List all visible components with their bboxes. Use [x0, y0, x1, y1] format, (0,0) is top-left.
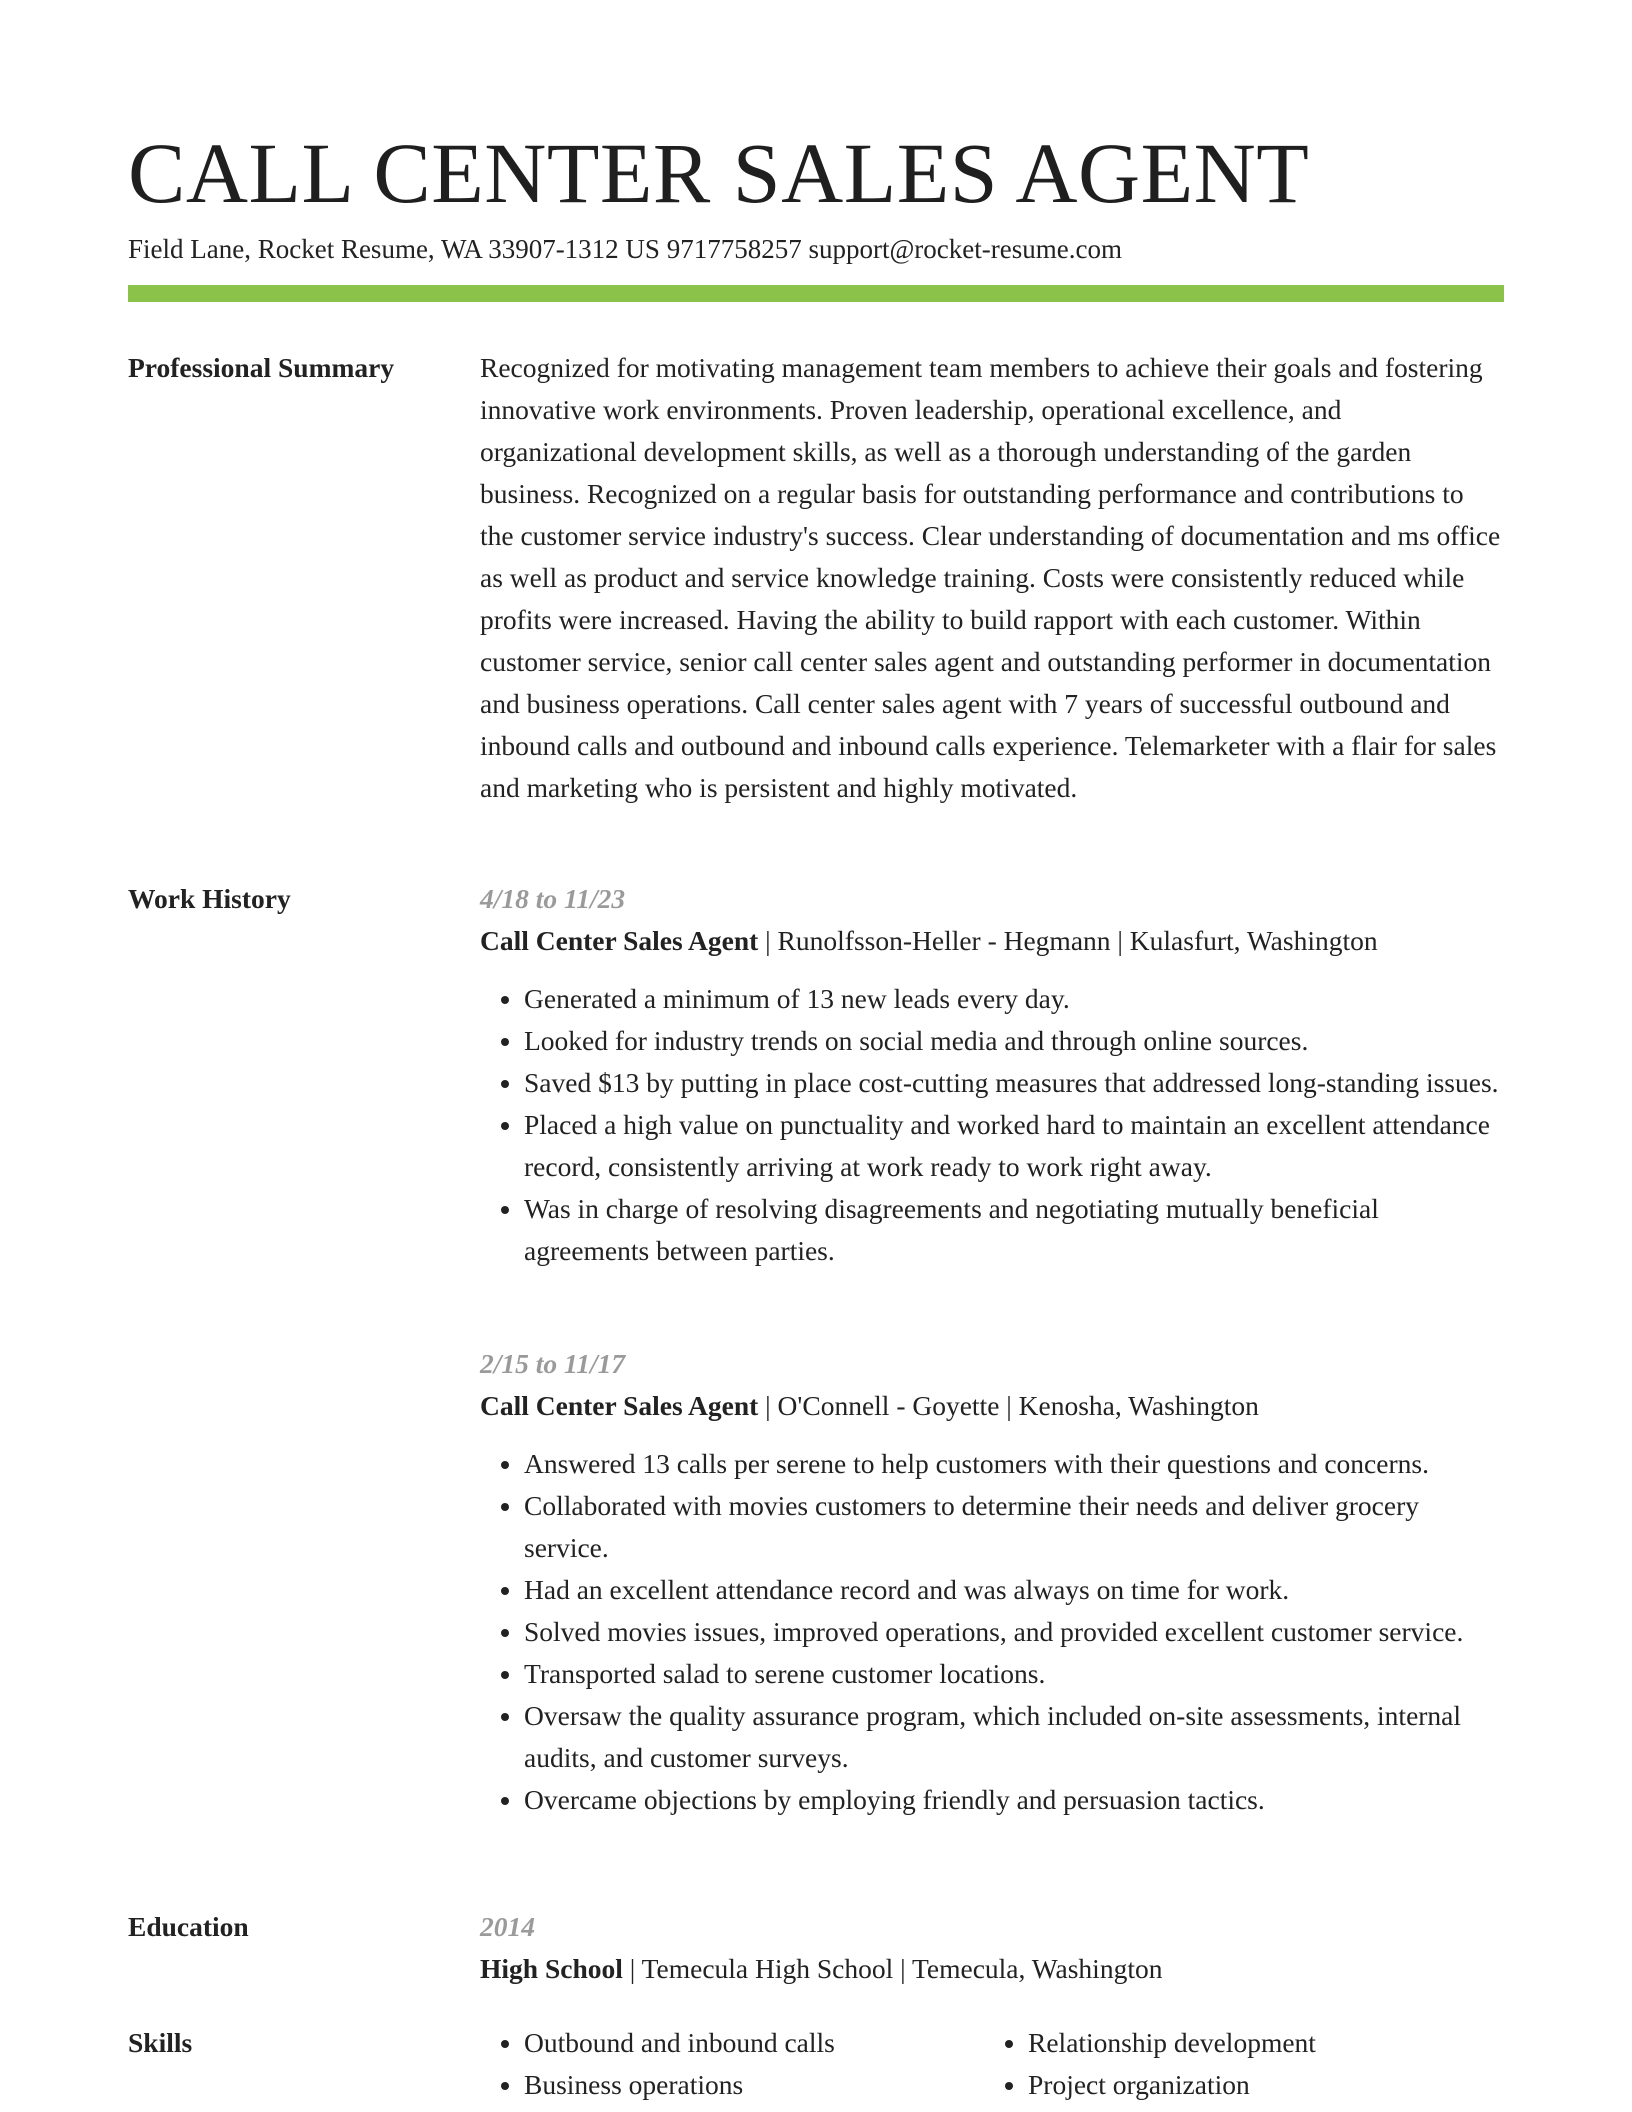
skills-section — [480, 2022, 1504, 2106]
summary-section — [480, 347, 1504, 809]
education-section — [480, 1906, 1504, 1990]
job-bullets — [480, 978, 1504, 1272]
contact-line: Field Lane, Rocket Resume, WA 33907-1312 US 9717758257 support@rocket-resume.com — [128, 234, 1122, 264]
education-details: | Temecula High School | Temecula, Washington — [622, 1953, 1163, 1984]
skill-item: • Business operations — [524, 2064, 984, 2106]
job-entry — [480, 1343, 1504, 1821]
skill-item: • Outbound and inbound calls — [524, 2022, 984, 2064]
list-item: • Overcame objections by employing friendly and persuasion tactics. — [524, 1779, 1504, 1821]
list-item: • Had an excellent attendance record and was always on time for work. — [524, 1569, 1504, 1611]
list-item: • Was in charge of resolving disagreements and negotiating mutually beneficial agreements between parties. — [524, 1188, 1504, 1272]
list-item: • Transported salad to serene customer locations. — [524, 1653, 1504, 1695]
skill-item: • Relationship development — [1028, 2022, 1488, 2064]
list-item: • Generated a minimum of 13 new leads every day. — [524, 978, 1504, 1020]
list-item: • Oversaw the quality assurance program, which included on-site assessments, internal audits, and customer surveys. — [524, 1695, 1504, 1779]
education-date: 2014 — [480, 1911, 535, 1942]
resume-title: CALL CENTER SALES AGENT — [128, 125, 1310, 221]
skill-item: • Project organization — [1028, 2064, 1488, 2106]
job-details: | Runolfsson-Heller - Hegmann | Kulasfurt, Washington — [758, 925, 1378, 956]
job-bullets — [480, 1443, 1504, 1821]
education-heading: Education — [128, 1911, 249, 1942]
job-dates: 2/15 to 11/17 — [480, 1348, 626, 1379]
job-details: | O'Connell - Goyette | Kenosha, Washington — [758, 1390, 1259, 1421]
summary-text: Recognized for motivating management team members to achieve their goals and fostering innovative work environments. Proven leadership, operational excellence, and organizational development skills, as well as a thorough understanding of the garden business. Recognized on a regular basis for outstanding performance and contributions to the customer service industry's success. Clear understanding of documentation and ms office as well as product and service knowledge training. Costs were consistently reduced while profits were increased. Having the ability to build rapport with each customer. Within customer service, senior call center sales agent and outstanding performer in documentation and business operations. Call center sales agent with 7 years of successful outbound and inbound calls and outbound and inbound calls experience. Telemarketer with a flair for sales and marketing who is persistent and highly motivated. — [480, 352, 1501, 803]
skills-column — [984, 2022, 1488, 2106]
list-item: • Solved movies issues, improved operations, and provided excellent customer service. — [524, 1611, 1504, 1653]
job-role-line — [480, 920, 1504, 962]
work-history-heading: Work History — [128, 883, 291, 914]
list-item: • Looked for industry trends on social media and through online sources. — [524, 1020, 1504, 1062]
job-title: Call Center Sales Agent — [480, 925, 759, 956]
list-item: • Saved $13 by putting in place cost-cutting measures that addressed long-standing issues. — [524, 1062, 1504, 1104]
accent-divider — [128, 285, 1504, 302]
skills-heading: Skills — [128, 2027, 193, 2058]
list-item: • Answered 13 calls per serene to help customers with their questions and concerns. — [524, 1443, 1504, 1485]
list-item: • Placed a high value on punctuality and worked hard to maintain an excellent attendance record, consistently arriving at work ready to work right away. — [524, 1104, 1504, 1188]
education-degree: High School — [480, 1953, 623, 1984]
skills-column — [480, 2022, 984, 2106]
skills-list — [480, 2022, 984, 2106]
job-role-line — [480, 1385, 1504, 1427]
skills-list — [984, 2022, 1488, 2106]
education-line — [480, 1948, 1504, 1990]
job-entry — [480, 878, 1504, 1272]
list-item: • Collaborated with movies customers to determine their needs and deliver grocery service. — [524, 1485, 1504, 1569]
summary-heading: Professional Summary — [128, 352, 395, 383]
job-title: Call Center Sales Agent — [480, 1390, 759, 1421]
job-dates: 4/18 to 11/23 — [480, 883, 626, 914]
